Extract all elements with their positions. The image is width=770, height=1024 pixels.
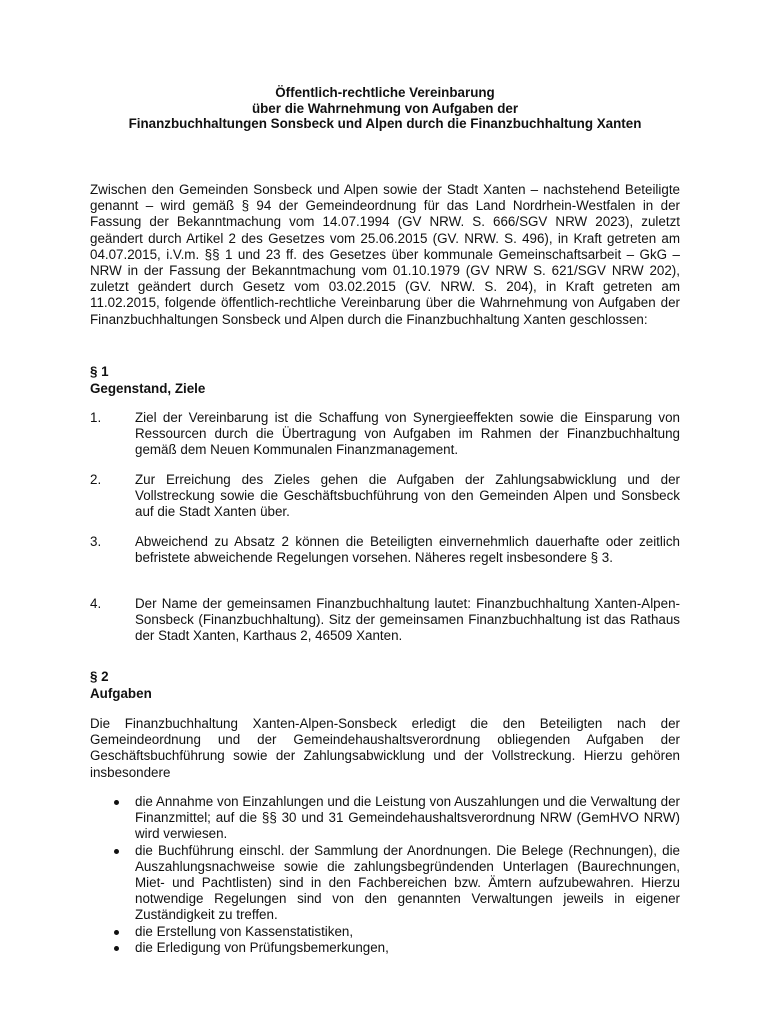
list-item: [90, 843, 680, 924]
list-item: [90, 940, 680, 956]
list-item: [90, 924, 680, 940]
item-text: Zur Erreichung des Zieles gehen die Aufgaben der Zahlungsabwicklung und der Vollstreckung sowie die Geschäftsbuchführung von den Gemeinden Alpen und Sonsbeck auf die Stadt Xanten über.: [135, 472, 680, 520]
list-item-text: die Erstellung von Kassenstatistiken,: [135, 923, 354, 939]
item-number: 2.: [90, 472, 102, 487]
list-item: [90, 794, 680, 843]
document-title: [60, 85, 710, 132]
intro-paragraph: Zwischen den Gemeinden Sonsbeck und Alpen sowie der Stadt Xanten – nachstehend Beteiligte genannt – wird gemäß § 94 der Gemeindeordnung für das Land Nordrhein-Westfalen in der Fassung der Bekanntmachung vom 14.07.1994 (GV NRW. S. 666/SGV NRW 2023), zuletzt geändert durch Artikel 2 des Gesetzes vom 25.06.2015 (GV. NRW. S. 496), in Kraft getreten am 04.07.2015, i.V.m. §§ 1 und 23 ff. des Gesetzes über kommunale Gemeinschaftsarbeit – GkG – NRW in der Fassung der Bekanntmachung vom 01.10.1979 (GV NRW S. 621/SGV NRW 202), zuletzt geändert durch Gesetz vom 03.02.2015 (GV. NRW. S. 204), in Kraft getreten am 11.02.2015, folgende öffentlich-rechtliche Vereinbarung über die Wahrnehmung von Aufgaben der Finanzbuchhaltungen Sonsbeck und Alpen durch die Finanzbuchhaltung Xanten geschlossen:: [90, 182, 680, 327]
bullet-icon: [114, 946, 119, 951]
item-text: Abweichend zu Absatz 2 können die Beteiligten einvernehmlich dauerhafte oder zeitlich befristete abweichende Regelungen vorsehen. Näheres regelt insbesondere § 3.: [135, 534, 680, 566]
section-2-paragraph: Die Finanzbuchhaltung Xanten-Alpen-Sonsbeck erledigt die den Beteiligten nach der Gemeindeordnung und der Gemeindehaushaltsverordnung obliegenden Aufgaben der Geschäftsbuchführung sowie der Zahlungsabwicklung und der Vollstreckung. Hierzu gehören insbesondere: [90, 716, 680, 780]
section-1-item-2: [90, 472, 680, 521]
item-text: Ziel der Vereinbarung ist die Schaffung von Synergieeffekten sowie die Einsparung von Ressourcen durch die Übertragung von Aufgaben im Rahmen der Finanzbuchhaltung gemäß dem Neuen Kommunalen Finanzmanagement.: [135, 410, 680, 458]
section-1-item-1: [90, 410, 680, 459]
title-line-3: Finanzbuchhaltungen Sonsbeck und Alpen durch die Finanzbuchhaltung Xanten: [128, 116, 642, 132]
section-1-item-3: [90, 534, 680, 566]
list-item-text: die Annahme von Einzahlungen und die Leistung von Auszahlungen und die Verwaltung der Finanzmittel; auf die §§ 30 und 31 Gemeindehaushaltsverordnung NRW (GemHVO NRW) wird verwiesen.: [135, 794, 680, 842]
item-number: 4.: [90, 596, 102, 611]
bullet-icon: [114, 800, 119, 805]
list-item-text: die Buchführung einschl. der Sammlung der Anordnungen. Die Belege (Rechnungen), die Auszahlungsnachweise sowie die zahlungsbegründenden Unterlagen (Baurechnungen, Miet- und Pachtlisten) sind in den Fachbereichen bzw. Ämtern aufzubewahren. Hierzu notwendige Regelungen sind von den genannten Verwaltungen jeweils in eigener Zuständigkeit zu treffen.: [135, 842, 680, 923]
item-number: 3.: [90, 534, 102, 549]
bullet-icon: [114, 930, 119, 935]
title-line-2: über die Wahrnehmung von Aufgaben der: [251, 100, 519, 116]
section-1-number: § 1: [90, 364, 109, 379]
title-line-1: Öffentlich-rechtliche Vereinbarung: [275, 85, 495, 100]
section-1-item-4: [90, 596, 680, 645]
section-2-bullet-list: [90, 794, 680, 956]
item-text: Der Name der gemeinsamen Finanzbuchhaltung lautet: Finanzbuchhaltung Xanten-Alpen-Sonsbeck (Finanzbuchhaltung). Sitz der gemeinsamen Finanzbuchhaltung ist das Rathaus der Stadt Xanten, Karthaus 2, 46509 Xanten.: [135, 596, 680, 644]
section-1-header: [90, 364, 205, 397]
section-1-heading: Gegenstand, Ziele: [90, 380, 206, 396]
bullet-icon: [114, 849, 119, 854]
item-number: 1.: [90, 410, 102, 425]
list-item-text: die Erledigung von Prüfungsbemerkungen,: [135, 939, 389, 955]
section-2-number: § 2: [90, 669, 109, 684]
section-2-header: [90, 669, 152, 702]
section-2-heading: Aufgaben: [90, 685, 152, 701]
